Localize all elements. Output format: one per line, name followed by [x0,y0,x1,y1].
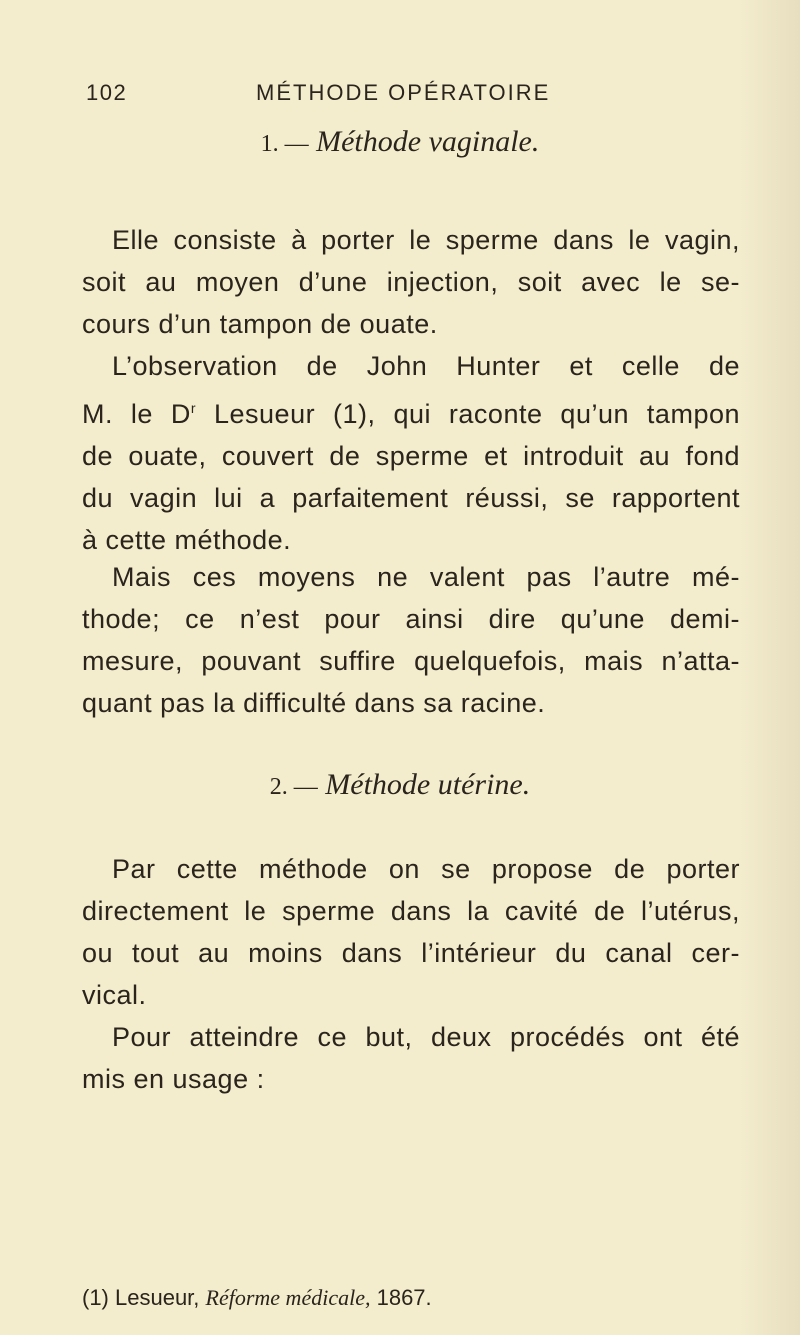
section-title: Méthode vaginale. [316,125,540,158]
text-fragment: M. le D [82,399,191,429]
page-number: 102 [86,80,128,105]
section-number: 1. — [260,131,309,157]
running-title: MÉTHODE OPÉRATOIRE [256,80,551,105]
text-line: quant pas la difficulté dans sa racine. [82,688,546,718]
superscript: r [190,400,197,416]
section-title: Méthode utérine. [325,768,531,801]
running-head [86,72,736,112]
footnote-prefix: (1) Lesueur, [82,1285,200,1310]
section-number: 2. — [269,774,318,800]
text-line: mesure, pouvant suffire quelquefois, mais n’atta- [82,646,740,676]
paragraph-3 [82,556,740,724]
text-line: ou tout au moins dans l’intérieur du canal cer- [82,938,740,968]
section-heading-vaginale [0,125,800,159]
text-line: soit au moyen d’une injection, soit avec le se- [82,267,740,297]
page-edge-shadow [740,0,800,1335]
paragraph-5 [82,1016,740,1100]
text-line: Pour atteindre ce but, deux procédés ont été [112,1022,740,1052]
text-line: thode; ce n’est pour ainsi dire qu’une demi- [82,604,740,634]
footnote-year: 1867. [376,1285,432,1310]
text-line: mis en usage : [82,1064,265,1094]
text-line: Elle consiste à porter le sperme dans le vagin, [112,225,740,255]
paragraph-1 [82,219,740,345]
text-line: directement le sperme dans la cavité de l’utérus, [82,896,740,926]
text-line: vical. [82,980,147,1010]
text-line: Par cette méthode on se propose de porter [112,854,740,884]
section-heading-uterine [0,768,800,802]
text-fragment: Lesueur (1), qui raconte qu’un tampon [196,399,740,429]
text-line: de ouate, couvert de sperme et introduit au fond [82,441,740,471]
text-line: Mais ces moyens ne valent pas l’autre mé- [112,562,740,592]
text-line: L’observation de John Hunter et celle de [112,351,740,381]
footnote [82,1285,742,1311]
paragraph-4 [82,848,740,1016]
text-line [82,387,740,435]
paragraph-2 [82,345,740,561]
text-line: cours d’un tampon de ouate. [82,309,438,339]
footnote-title: Réforme médicale, [205,1285,371,1310]
text-line: à cette méthode. [82,525,292,555]
text-line: du vagin lui a parfaitement réussi, se rapportent [82,483,740,513]
